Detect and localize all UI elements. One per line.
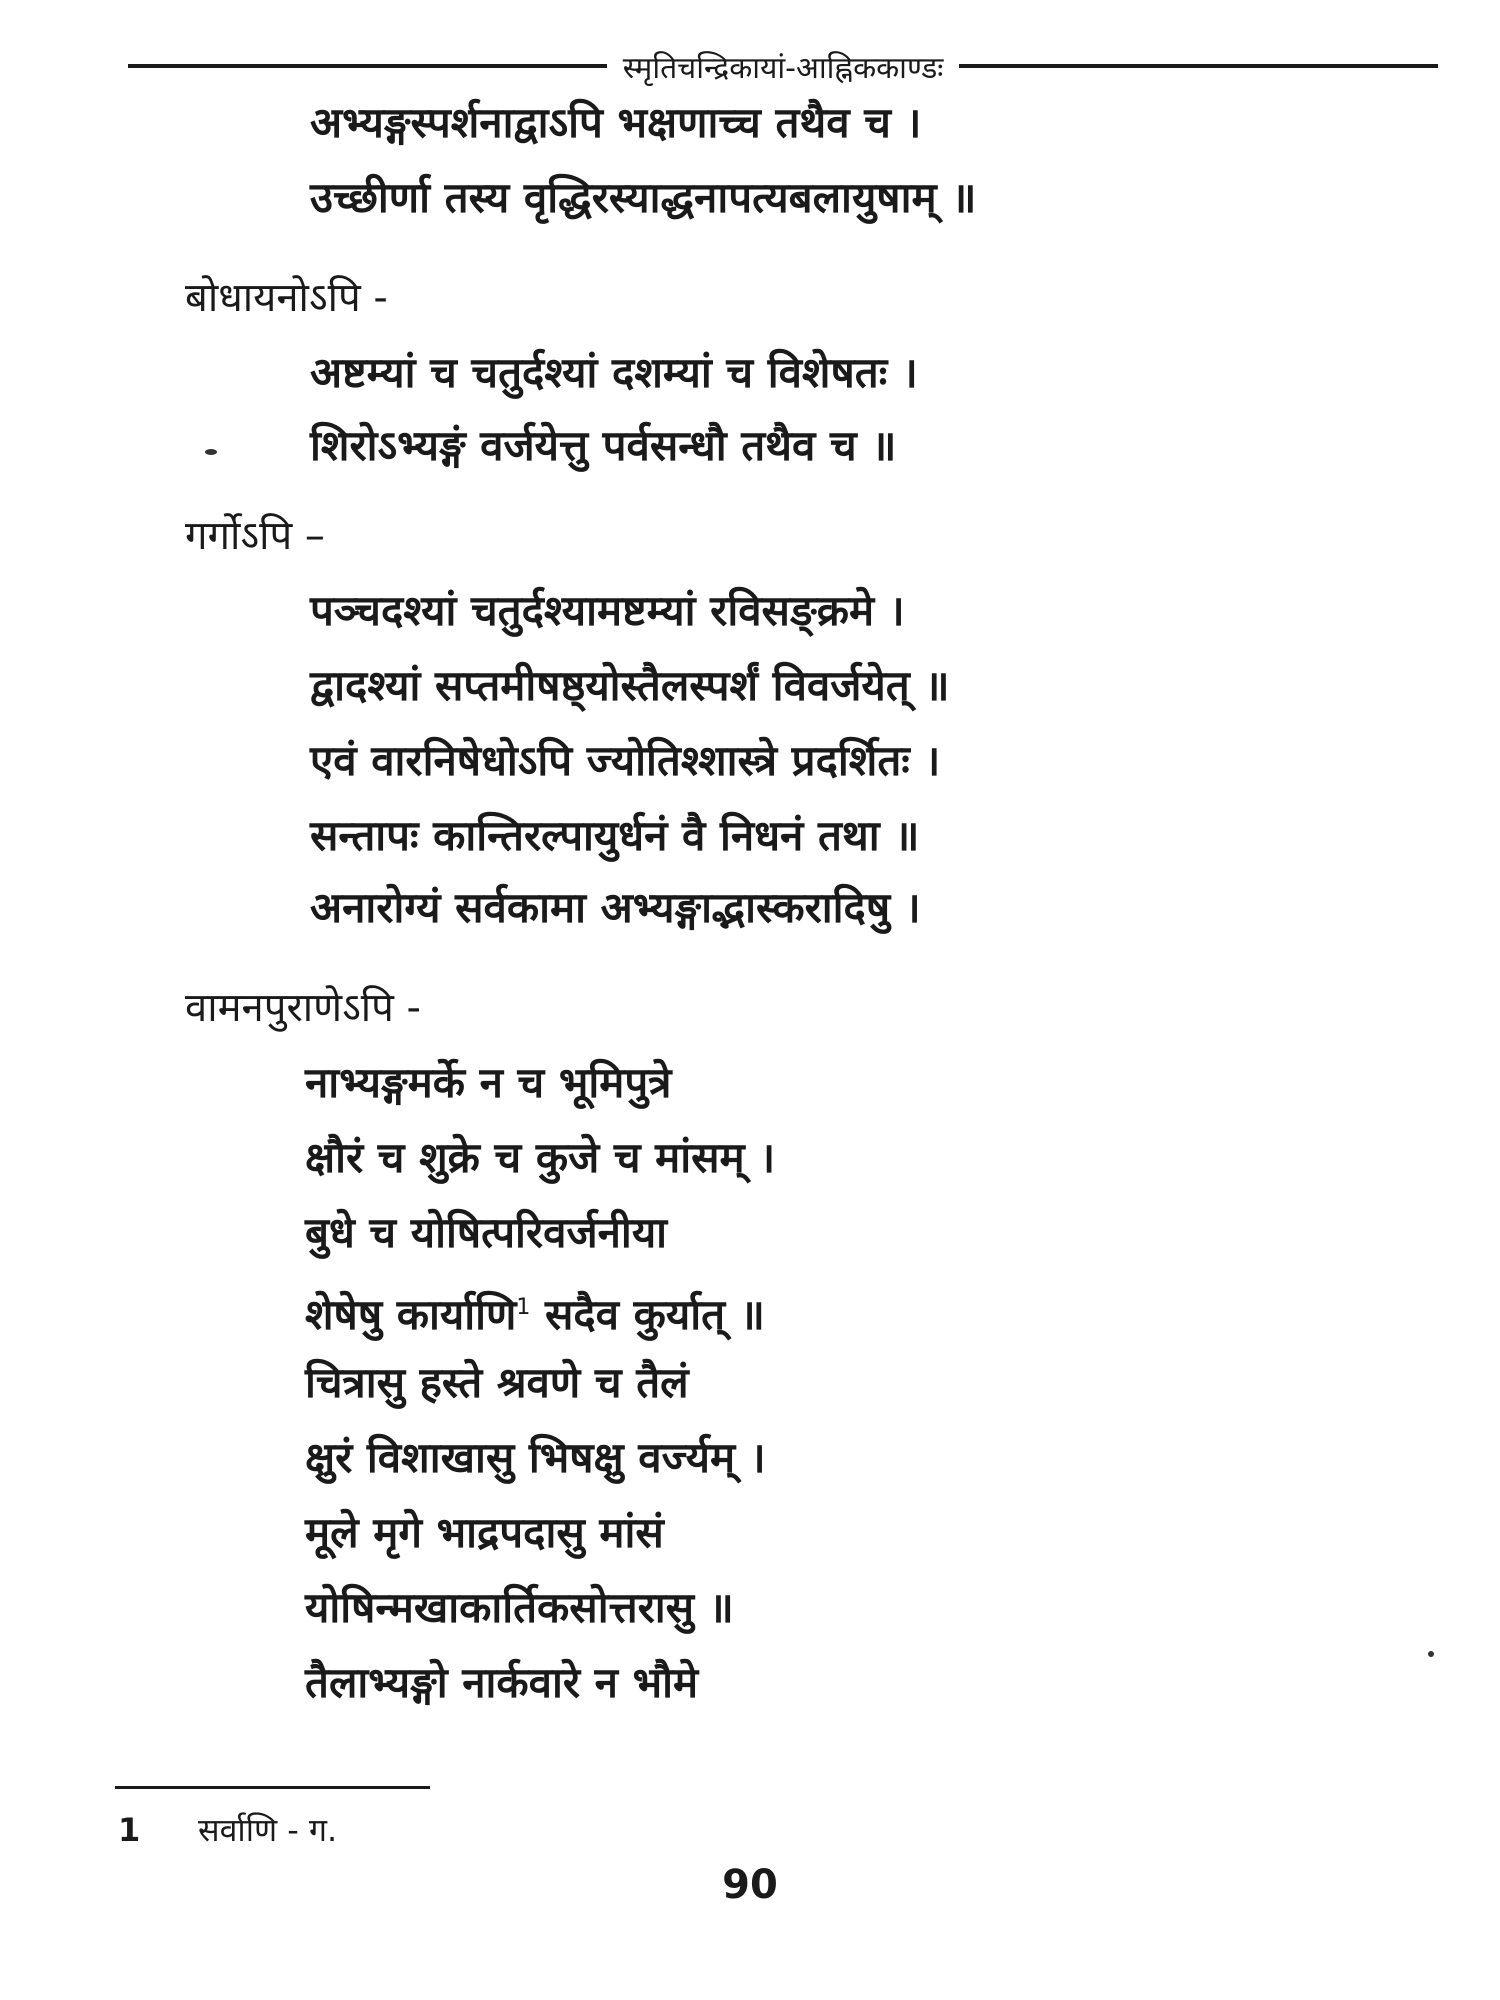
footnote-number: 1 (118, 1811, 141, 1849)
verse-line: नाभ्यङ्गमर्के न च भूमिपुत्रे (305, 1058, 672, 1107)
stray-ink-dot (1428, 1651, 1434, 1657)
verse-line: अष्टम्यां च चतुर्दश्यां दशम्यां च विशेषतः । (310, 348, 918, 397)
footnote-rule (115, 1786, 430, 1789)
footnote (118, 1808, 337, 1852)
verse-line: योषिन्मखाकार्तिकसोत्तरासु ॥ (305, 1583, 734, 1632)
header-title: स्मृतिचन्द्रिकायां-आह्निककाण्डः (622, 50, 944, 86)
verse-line: क्षुरं विशाखासु भिषक्षु वर्ज्यम् । (305, 1433, 766, 1482)
verse-text: शेषेषु कार्याणि (305, 1290, 517, 1339)
verse-line: शिरोऽभ्यङ्गं वर्जयेत्तु पर्वसन्धौ तथैव च ॥ (310, 421, 897, 470)
footnote-marker: 1 (516, 1295, 531, 1320)
source-heading: गर्गोऽपि – (185, 513, 325, 559)
verse-line: पञ्चदश्यां चतुर्दश्यामष्टम्यां रविसङ्क्रमे । (310, 586, 905, 635)
header-rule-left (128, 64, 607, 68)
page-number: 90 (722, 1862, 778, 1908)
running-header (128, 46, 1438, 86)
footnote-text: सर्वाणि - ग. (198, 1811, 338, 1849)
verse-line: क्षौरं च शुक्रे च कुजे च मांसम् । (305, 1133, 776, 1182)
verse-line: सन्तापः कान्तिरल्पायुर्धनं वै निधनं तथा ॥ (310, 811, 920, 860)
verse-line: बुधे च योषित्परिवर्जनीया (305, 1208, 668, 1257)
verse-line: चित्रासु हस्ते श्रवणे च तैलं (305, 1358, 689, 1407)
verse-line: अनारोग्यं सर्वकामा अभ्यङ्गाद्भास्करादिषु । (310, 883, 921, 932)
verse-line-with-footnote (305, 1280, 765, 1343)
verse-text: सदैव कुर्यात् ॥ (530, 1290, 765, 1339)
verse-line: अभ्यङ्गस्पर्शनाद्वाऽपि भक्षणाच्च तथैव च । (310, 98, 922, 147)
header-rule-right (959, 64, 1438, 68)
source-heading: वामनपुराणेऽपि - (185, 985, 421, 1031)
stray-ink-mark (205, 449, 217, 455)
verse-line: एवं वारनिषेधोऽपि ज्योतिश्शास्त्रे प्रदर्शितः । (310, 736, 941, 785)
source-heading: बोधायनोऽपि - (185, 275, 388, 321)
verse-line: मूले मृगे भाद्रपदासु मांसं (305, 1508, 664, 1557)
verse-line: द्वादश्यां सप्तमीषष्ठ्योस्तैलस्पर्शं विवर्जयेत् ॥ (310, 661, 950, 710)
verse-line: उच्छीर्णा तस्य वृद्धिरस्याद्धनापत्यबलायुषाम् ॥ (310, 173, 977, 222)
verse-line: तैलाभ्यङ्गो नार्कवारे न भौमे (305, 1658, 699, 1707)
